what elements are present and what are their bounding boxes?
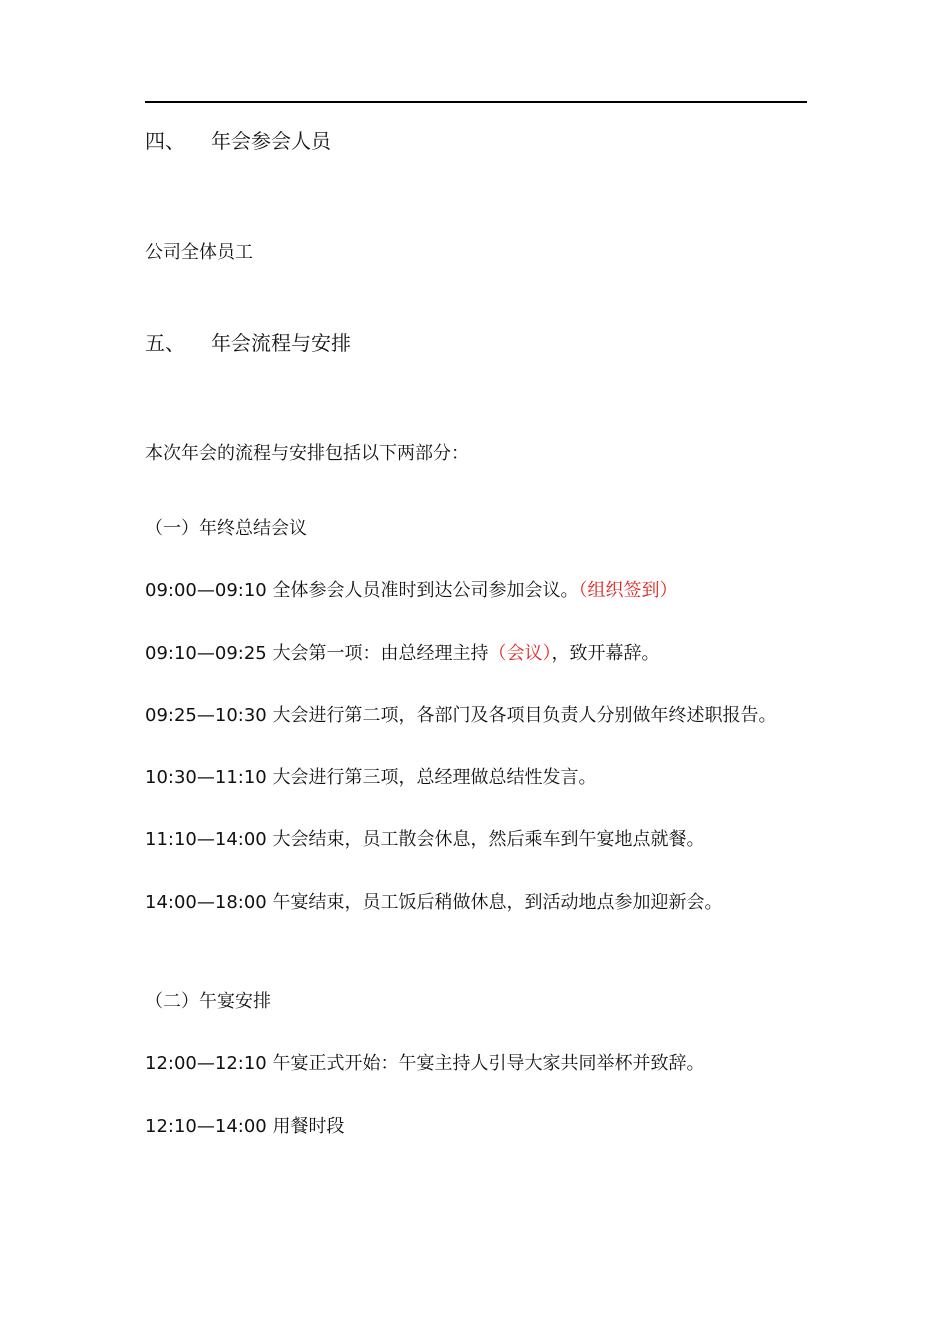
item-text: 全体参会人员准时到达公司参加会议。 bbox=[272, 580, 579, 601]
top-divider bbox=[145, 101, 807, 103]
item-text: 大会进行第三项，总经理做总结性发言。 bbox=[272, 767, 597, 788]
item-time: 09:00—09:10 bbox=[145, 580, 267, 601]
item-note: （会议） bbox=[488, 643, 552, 664]
item-note: （组织签到） bbox=[578, 580, 678, 601]
item-time: 12:00—12:10 bbox=[145, 1053, 267, 1074]
schedule-item bbox=[145, 891, 722, 915]
item-text: 大会结束，员工散会休息，然后乘车到午宴地点就餐。 bbox=[272, 829, 705, 850]
schedule-item bbox=[145, 828, 704, 852]
section-4-body: 公司全体员工 bbox=[145, 242, 253, 263]
item-time: 14:00—18:00 bbox=[145, 892, 267, 913]
section-5-number: 五、 bbox=[145, 331, 185, 355]
item-time: 12:10—14:00 bbox=[145, 1116, 267, 1137]
item-text: 午宴正式开始：午宴主持人引导大家共同举杯并致辞。 bbox=[272, 1053, 705, 1074]
item-text: 大会进行第二项，各部门及各项目负责人分别做年终述职报告。 bbox=[272, 705, 777, 726]
section-4-title: 年会参会人员 bbox=[211, 129, 331, 153]
item-text-after: ，致开幕辞。 bbox=[551, 643, 660, 664]
item-text: 午宴结束，员工饭后稍做休息，到活动地点参加迎新会。 bbox=[272, 892, 723, 913]
item-text: 大会第一项：由总经理主持 bbox=[272, 643, 489, 664]
schedule-item bbox=[145, 704, 776, 728]
schedule-item bbox=[145, 766, 596, 790]
item-time: 10:30—11:10 bbox=[145, 767, 267, 788]
section-5-intro: 本次年会的流程与安排包括以下两部分： bbox=[145, 443, 469, 464]
item-time: 09:10—09:25 bbox=[145, 643, 267, 664]
item-time: 11:10—14:00 bbox=[145, 829, 267, 850]
schedule-item bbox=[145, 1115, 344, 1139]
section-5-title: 年会流程与安排 bbox=[211, 331, 351, 355]
part-2-title: （二）午宴安排 bbox=[145, 991, 271, 1012]
part-1-title: （一）年终总结会议 bbox=[145, 518, 307, 539]
schedule-item bbox=[145, 1052, 704, 1076]
section-5-heading bbox=[145, 330, 351, 356]
schedule-item bbox=[145, 579, 677, 603]
item-time: 09:25—10:30 bbox=[145, 705, 267, 726]
section-4-heading bbox=[145, 128, 331, 154]
section-4-number: 四、 bbox=[145, 129, 185, 153]
item-text: 用餐时段 bbox=[272, 1116, 345, 1137]
schedule-item bbox=[145, 642, 659, 666]
